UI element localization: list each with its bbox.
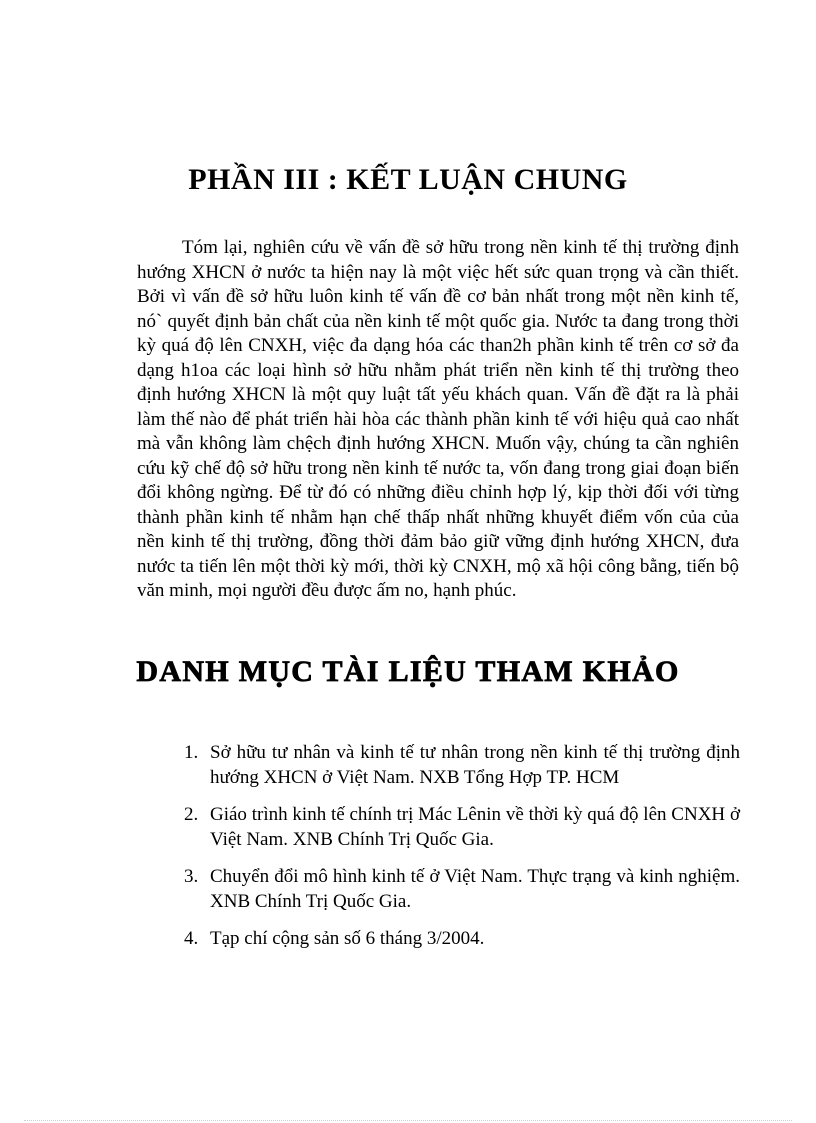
reference-number: 4. bbox=[184, 928, 199, 949]
reference-number: 2. bbox=[184, 804, 199, 825]
reference-number: 1. bbox=[184, 742, 199, 763]
reference-item bbox=[184, 864, 740, 914]
reference-item bbox=[184, 926, 740, 951]
conclusion-paragraph: Tóm lại, nghiên cứu về vấn đề sở hữu trong nền kinh tế thị trường định hướng XHCN ở nước ta hiện nay là một việc hết sức quan trọng và cần thiết. Bởi vì vấn đề sở hữu luôn kinh tế vấn đề cơ bản nhất trong một nền kinh tế, nó` quyết định bản chất của nền kinh tế một quốc gia. Nước ta đang trong thời kỳ quá độ lên CNXH, việc đa dạng hóa các than2h phần kinh tế trên cơ sở đa dạng h1oa các loại hình sở hữu nhằm phát triển nền kinh tế thị trường theo định hướng XHCN là một quy luật tất yếu khách quan. Vấn đề đặt ra là phải làm thế nào để phát triển hài hòa các thành phần kinh tế với hiệu quả cao nhất mà vẫn không làm chệch định hướng XHCN. Muốn vậy, chúng ta cần nghiên cứu kỹ chế độ sở hữu trong nền kinh tế nước ta, vốn đang trong giai đoạn biến đổi không ngừng. Để từ đó có những điều chỉnh hợp lý, kịp thời đối với từng thành phần kinh tế nhằm hạn chế thấp nhất những khuyết điểm vốn của của nền kinh tế thị trường, đồng thời đảm bảo giữ vững định hướng XHCN, đưa nước ta tiến lên một thời kỳ mới, thời kỳ CNXH, mộ xã hội công bằng, tiến bộ văn minh, mọi người đều được ấm no, hạnh phúc. bbox=[137, 237, 739, 601]
references-title: DANH MỤC TÀI LIỆU THAM KHẢO bbox=[136, 655, 680, 688]
reference-text: Tạp chí cộng sản số 6 tháng 3/2004. bbox=[210, 928, 485, 949]
footer-divider bbox=[24, 1120, 792, 1121]
reference-number: 3. bbox=[184, 866, 199, 887]
reference-item bbox=[184, 802, 740, 852]
reference-text: Chuyển đổi mô hình kinh tế ở Việt Nam. Thực trạng và kinh nghiệm. XNB Chính Trị Quốc Gia. bbox=[210, 866, 740, 912]
reference-text: Sở hữu tư nhân và kinh tế tư nhân trong nền kinh tế thị trường định hướng XHCN ở Việt Nam. NXB Tổng Hợp TP. HCM bbox=[210, 742, 740, 788]
section-title: PHẦN III : KẾT LUẬN CHUNG bbox=[188, 163, 628, 196]
reference-text: Giáo trình kinh tế chính trị Mác Lênin về thời kỳ quá độ lên CNXH ở Việt Nam. XNB Chính Trị Quốc Gia. bbox=[210, 804, 740, 850]
reference-item bbox=[184, 740, 740, 790]
references-list bbox=[184, 740, 740, 963]
